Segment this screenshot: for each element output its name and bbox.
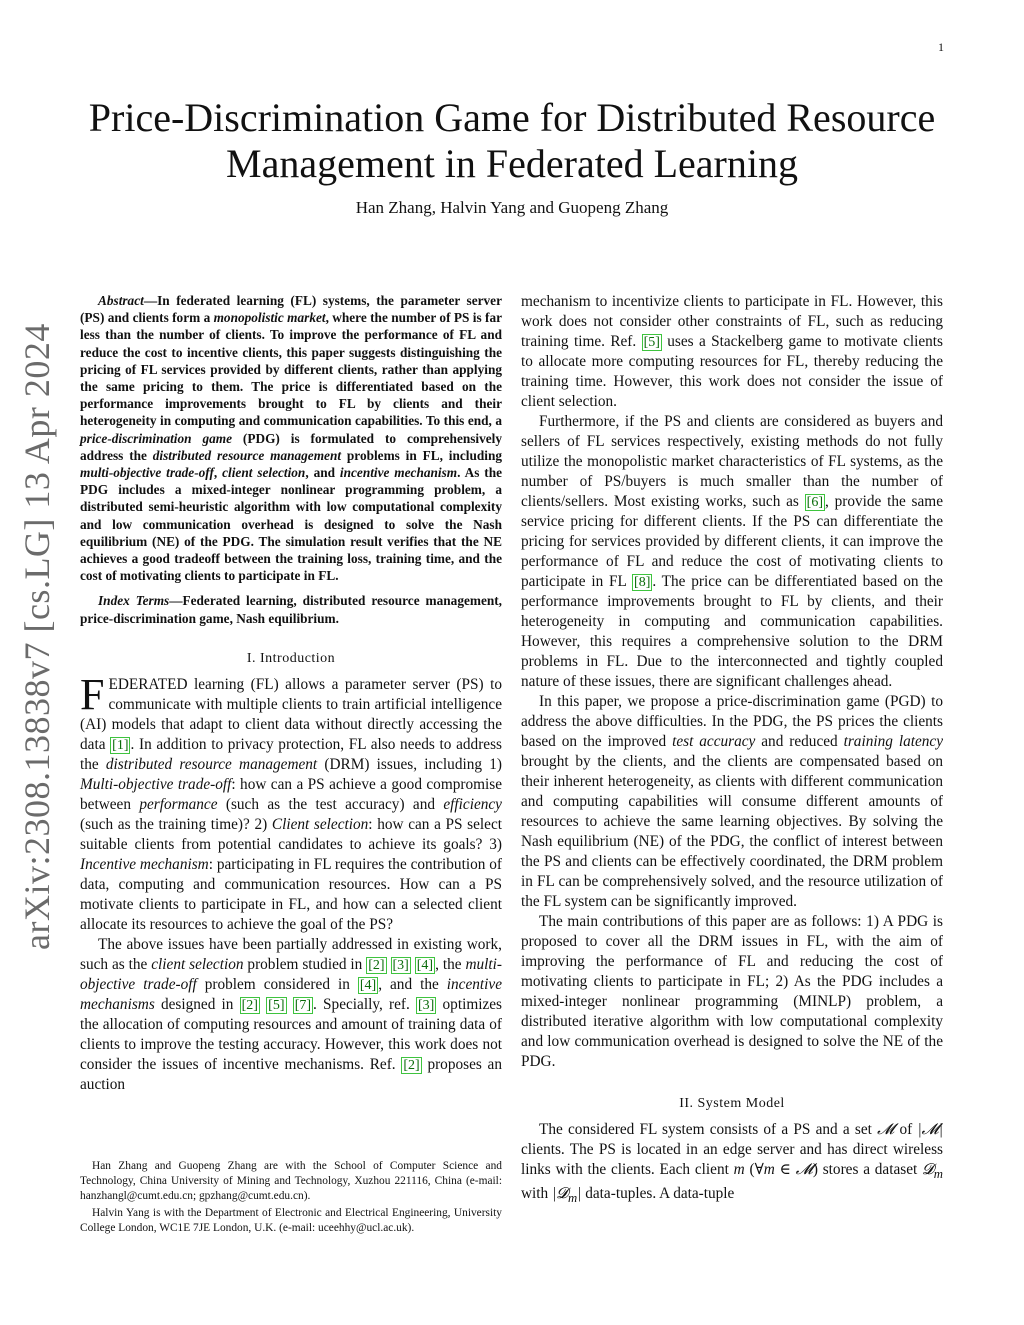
- citation-link[interactable]: [5]: [643, 335, 660, 350]
- citation-link[interactable]: [4]: [359, 977, 377, 993]
- citation-link[interactable]: [4]: [416, 957, 434, 973]
- intro-paragraph-2: The above issues have been partially addressed in existing work, such as the client selection problem studied in [2] [3] [4] , the multi-objective trade-off problem considered in [4] , and the incentive mechanisms designed in [2] [5] [7] . Specially, ref. [3] optimizes the allocation of computing resources and amount of training data of clients to improve the testing accuracy. However, this work does not consider the issues of incentive mechanisms. Ref. [2] proposes an auction: [80, 935, 502, 1093]
- paper-title: Price-Discrimination Game for Distributed Resource Management in Federated Learning: [88, 95, 936, 186]
- citation-link[interactable]: [2]: [368, 957, 385, 973]
- footnotes: [80, 1158, 502, 1238]
- footnote-affiliation-1: Han Zhang and Guopeng Zhang are with the School of Computer Science and Technology, China University of Mining and Technology, Xuzhou 221116, China (e-mail: hanzhangl@cumt.edu.cn; gpzhang@cumt.edu.cn).: [80, 1160, 502, 1202]
- citation-link[interactable]: [2]: [241, 997, 258, 1013]
- footnote-affiliation-2: Halvin Yang is with the Department of Electronic and Electrical Engineering, University College London, WC1E 7JE London, U.K. (e-mail: uceehhy@ucl.ac.uk).: [80, 1207, 502, 1234]
- citation-link[interactable]: [5]: [268, 997, 285, 1013]
- citation-link[interactable]: [8]: [634, 575, 651, 590]
- arxiv-stamp: arXiv:2308.13838v7 [cs.LG] 13 Apr 2024: [17, 323, 57, 950]
- citation-link[interactable]: [7]: [294, 997, 312, 1013]
- paragraph: Furthermore, if the PS and clients are considered as buyers and sellers of FL services respectively, existing methods do not fully utilize the monopolistic market characteristics of FL systems, as the number of PS/buyers is much smaller than the number of clients/sellers. Most existing works, such as [6] , provide the same service pricing for different clients. If the PS can differentiate the pricing for services provided by different clients, it can improve the performance of FL and reduce the cost of motivating clients to participate in FL [8] . The price can be differentiated based on the performance improvements brought to FL by clients, and their heterogeneity in computing and communication capabilities. However, this requires a comprehensive solution to the DRM problems in FL. Due to the interconnected and tightly coupled nature of these issues, there are significant challenges ahead.: [521, 413, 943, 690]
- system-model-paragraph: The considered FL system consists of a PS and a set 𝓜 of |𝓜| clients. The PS is located in an edge server and has direct wireless links with the clients. Each client m (∀m ∈ 𝓜) stores a dataset 𝓓$_m$ with |𝓓$_m$| data-tuples. A data-tuple: [521, 1121, 943, 1206]
- citation-link[interactable]: [2]: [403, 1057, 420, 1073]
- citation-link[interactable]: [3]: [418, 997, 435, 1013]
- citation-link[interactable]: [6]: [806, 495, 823, 510]
- section-heading-system-model: II. System Model: [679, 1096, 785, 1111]
- right-column: [521, 292, 943, 1208]
- paragraph: In this paper, we propose a price-discrimination game (PGD) to address the above difficulties. In the PDG, the PS prices the clients based on the improved test accuracy and reduced training latency brought by the clients, and the clients are compensated based on their inherent heterogeneity, as clients with different communication and computing capabilities will consume different amounts of resources to achieve the same learning objectives. By solving the Nash equilibrium (NE) of the PDG, the conflict of interest between the PS and clients can be effectively coordinated, the DRM problem in FL can be comprehensively solved, and the resource utilization of the FL system can be significantly improved.: [521, 693, 943, 910]
- author-list: Han Zhang, Halvin Yang and Guopeng Zhang: [355, 198, 669, 217]
- citation-link[interactable]: [3]: [392, 957, 409, 973]
- page-number: 1: [938, 40, 944, 54]
- index-terms: Index Terms—Federated learning, distributed resource management, price-discrimination game, Nash equilibrium.: [80, 593, 502, 626]
- citation-link[interactable]: [1]: [112, 737, 129, 753]
- dropcap: F: [80, 669, 105, 719]
- intro-paragraph-1: FEDERATED learning (FL) allows a parameter server (PS) to communicate with multiple clients to train artificial intelligence (AI) models that adapt to client data without directly accessing the data [1] . In addition to privacy protection, FL also needs to address the distributed resource management (DRM) issues, including 1) Multi-objective trade-off: how can a PS achieve a good compromise between performance (such as the test accuracy) and efficiency (such as the training time)? 2) Client selection: how can a PS select suitable clients from potential candidates to achieve its goals? 3) Incentive mechanism: participating in FL requires the contribution of data, computing and communication resources. How can a PS motivate clients to participate in FL, and how can a selected client allocate its resources to achieve the goal of the PS?: [80, 669, 502, 933]
- abstract: Abstract—In federated learning (FL) systems, the parameter server (PS) and clients form a monopolistic market, where the number of PS is far less than the number of clients. To improve the performance of FL and reduce the cost to incentive clients, this paper suggests distinguishing the pricing of FL services provided by different clients, rather than applying the same pricing to them. The price is differentiated based on the performance improvements brought to FL by clients and their heterogeneity in computing and communication capabilities. To this end, a price-discrimination game (PDG) is formulated to comprehensively address the distributed resource management problems in FL, including multi-objective trade-off, client selection, and incentive mechanism. As the PDG includes a mixed-integer nonlinear programming problem, a distributed semi-heuristic algorithm with low computational complexity and low communication overhead is designed to solve the Nash equilibrium (NE) of the PDG. The simulation result verifies that the NE achieves a good tradeoff between the training loss, training time, and the cost of motivating clients to participate in FL.: [80, 293, 503, 584]
- section-heading-introduction: I. Introduction: [246, 650, 336, 666]
- contributions-paragraph: The main contributions of this paper are as follows: 1) A PDG is proposed to cover all the DRM issues in FL, with the aim of improving the performance of FL and reducing the cost of motivating clients to participate in FL; 2) As the PDG includes a mixed-integer nonlinear programming (MINLP) problem, a distributed iterative algorithm with low computational complexity and low communication overhead is designed to solve the NE of the PDG.: [521, 913, 943, 1070]
- paragraph: mechanism to incentivize clients to participate in FL. However, this work does not consider other constraints of FL, such as reducing training time. Ref. [5] uses a Stackelberg game to motivate clients to allocate more computing resources for FL, thereby reducing the training time. However, this work does not consider the issue of client selection.: [521, 293, 943, 410]
- left-column: [80, 292, 502, 1095]
